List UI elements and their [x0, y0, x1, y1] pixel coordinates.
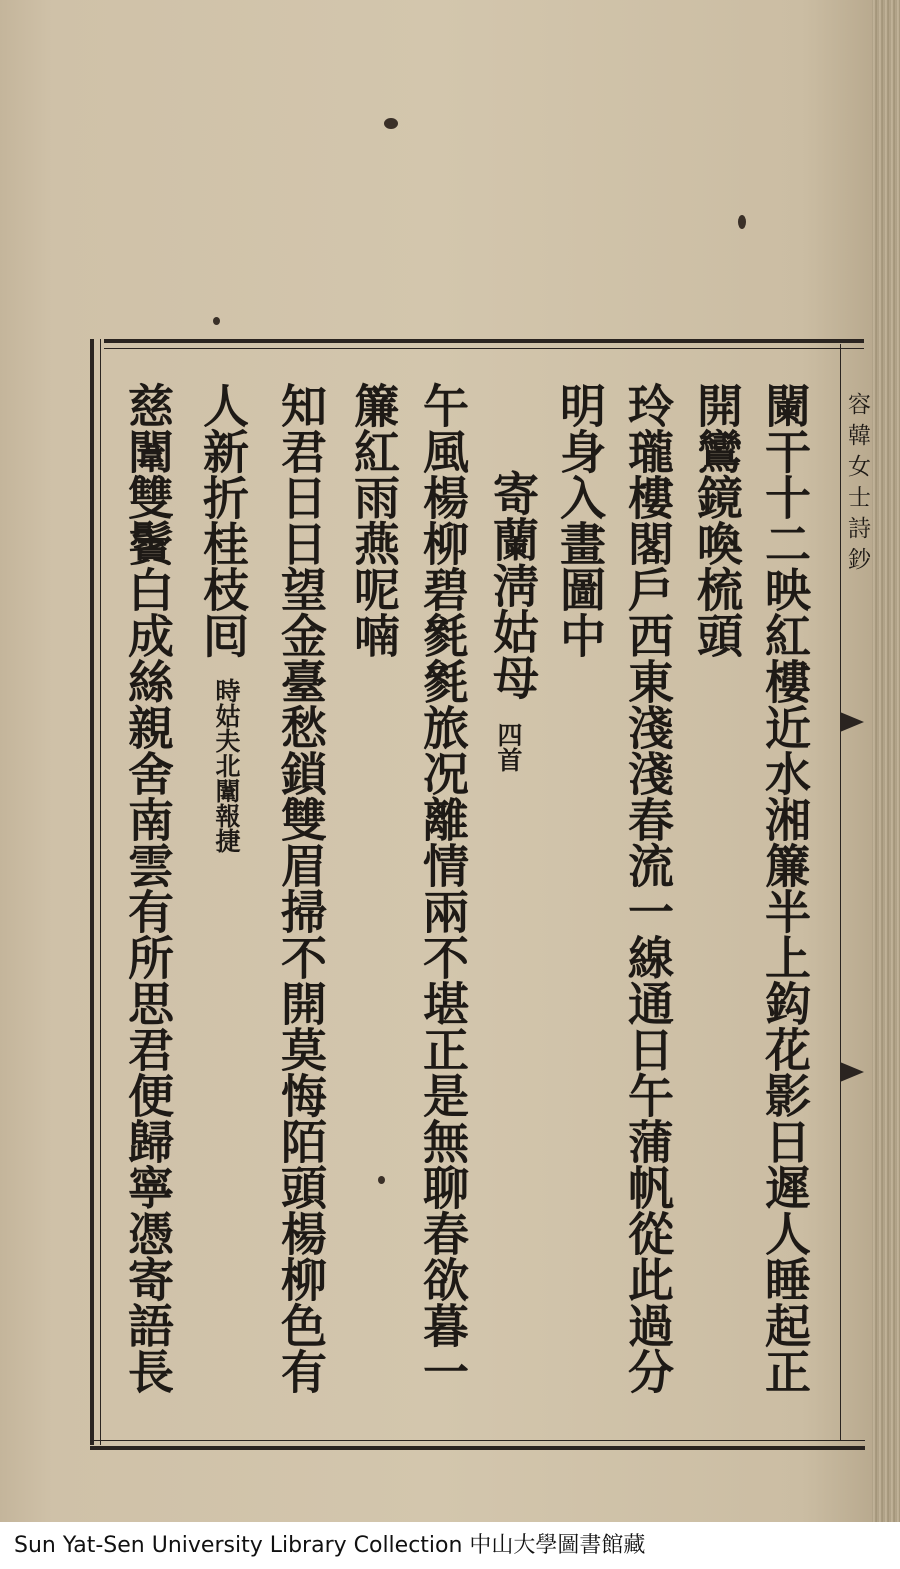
text-column-6: 午風楊柳碧毿毿旅况離情兩不堪正是無聊春欲暮一	[416, 382, 470, 1394]
text-column-1: 闌干十二映紅樓近水湘簾半上鈎花影日遲人睡起正	[758, 382, 812, 1394]
frame-top-border	[104, 339, 864, 349]
collection-credit: Sun Yat-Sen University Library Collection 中山大學圖書館藏	[14, 1533, 646, 1558]
text-column-8: 知君日日望金臺愁鎖雙眉掃不開莫悔陌頭楊柳色有	[274, 382, 328, 1394]
fishtail-mark-lower	[840, 1062, 864, 1082]
text-column-7: 簾紅雨燕呢喃	[347, 382, 401, 658]
book-edge	[872, 0, 900, 1522]
banxin-title: 容韓女士詩鈔	[844, 392, 870, 578]
ink-spot	[738, 215, 746, 229]
banxin-divider	[840, 344, 841, 1440]
poem-title: 寄蘭淸姑母	[486, 470, 540, 700]
text-column-3: 玲瓏樓閣戶西東淺淺春流一線通日午蒲帆從此過分	[621, 382, 675, 1394]
fishtail-mark-upper	[840, 712, 864, 732]
poem-title-note: 四首	[494, 722, 523, 772]
text-column-9: 人新折桂枝囘	[196, 382, 250, 658]
frame-bottom-border	[90, 1440, 865, 1450]
text-column-10: 慈闈雙鬢白成絲親舍南雲有所思君便歸寧憑寄語長	[121, 382, 175, 1394]
poem-annotation: 時姑夫北闈報捷	[212, 678, 241, 853]
frame-left-border	[90, 339, 101, 1445]
ink-spot	[378, 1176, 385, 1184]
ink-spot	[384, 118, 398, 129]
text-column-4: 明身入畫圖中	[553, 382, 607, 658]
ink-spot	[213, 317, 220, 325]
text-column-2: 開鸞鏡喚梳頭	[690, 382, 744, 658]
